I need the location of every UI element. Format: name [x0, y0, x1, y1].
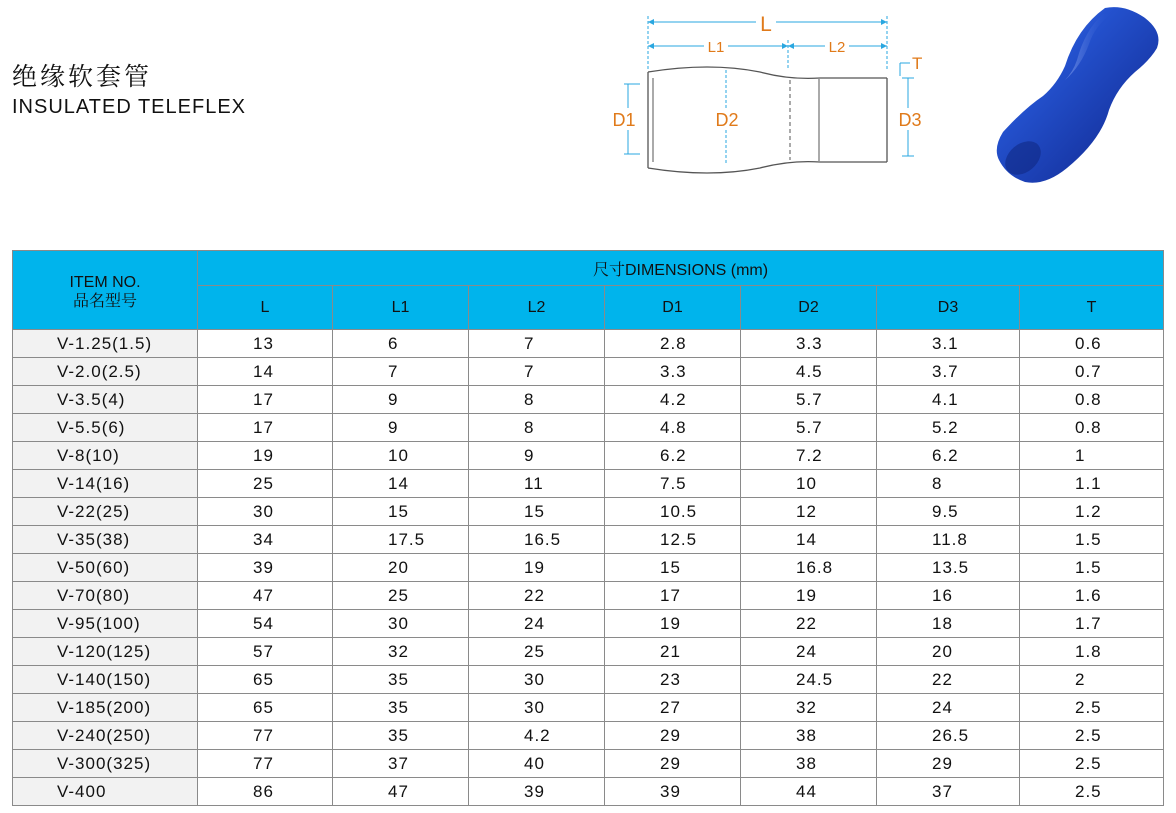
value-cell-l1: 9	[333, 386, 469, 414]
spec-table	[12, 250, 1164, 806]
value-cell-l1: 35	[333, 666, 469, 694]
value-cell-l: 65	[198, 694, 333, 722]
dimension-T	[900, 54, 922, 76]
table-row	[13, 526, 1164, 554]
table-row	[13, 470, 1164, 498]
model-cell: V-300(325)	[13, 750, 198, 778]
table-row	[13, 666, 1164, 694]
value-cell-l: 19	[198, 442, 333, 470]
value-cell-d2: 5.7	[741, 414, 877, 442]
value-cell-t: 2.5	[1020, 750, 1164, 778]
value-cell-t: 1.7	[1020, 610, 1164, 638]
model-cell: V-120(125)	[13, 638, 198, 666]
table-row	[13, 778, 1164, 806]
value-cell-d1: 23	[605, 666, 741, 694]
value-cell-d2: 14	[741, 526, 877, 554]
value-cell-t: 1.6	[1020, 582, 1164, 610]
column-header-t: T	[1020, 286, 1164, 330]
value-cell-d2: 4.5	[741, 358, 877, 386]
model-cell: V-95(100)	[13, 610, 198, 638]
label-L: L	[760, 13, 772, 36]
value-cell-l1: 47	[333, 778, 469, 806]
table-row	[13, 694, 1164, 722]
value-cell-l2: 7	[469, 358, 605, 386]
value-cell-d2: 19	[741, 582, 877, 610]
value-cell-d1: 7.5	[605, 470, 741, 498]
value-cell-l1: 32	[333, 638, 469, 666]
value-cell-d3: 3.7	[877, 358, 1020, 386]
value-cell-l1: 9	[333, 414, 469, 442]
value-cell-l2: 30	[469, 694, 605, 722]
value-cell-d3: 4.1	[877, 386, 1020, 414]
value-cell-d1: 10.5	[605, 498, 741, 526]
value-cell-l1: 25	[333, 582, 469, 610]
value-cell-d3: 29	[877, 750, 1020, 778]
value-cell-l1: 6	[333, 330, 469, 358]
value-cell-d2: 24.5	[741, 666, 877, 694]
value-cell-d1: 19	[605, 610, 741, 638]
model-cell: V-14(16)	[13, 470, 198, 498]
value-cell-l: 13	[198, 330, 333, 358]
value-cell-l: 65	[198, 666, 333, 694]
value-cell-l2: 30	[469, 666, 605, 694]
value-cell-l2: 19	[469, 554, 605, 582]
value-cell-d2: 24	[741, 638, 877, 666]
value-cell-l2: 8	[469, 386, 605, 414]
dimension-diagram	[600, 0, 940, 200]
page-title-cn: 绝缘软套管	[12, 63, 153, 91]
value-cell-d2: 10	[741, 470, 877, 498]
model-cell: V-3.5(4)	[13, 386, 198, 414]
value-cell-l: 17	[198, 386, 333, 414]
value-cell-l2: 16.5	[469, 526, 605, 554]
model-cell: V-140(150)	[13, 666, 198, 694]
value-cell-d2: 7.2	[741, 442, 877, 470]
dimension-D3	[894, 78, 928, 156]
table-row	[13, 330, 1164, 358]
value-cell-l: 86	[198, 778, 333, 806]
value-cell-d2: 12	[741, 498, 877, 526]
value-cell-d3: 13.5	[877, 554, 1020, 582]
column-header-l1: L1	[333, 286, 469, 330]
value-cell-l: 17	[198, 414, 333, 442]
value-cell-d1: 4.8	[605, 414, 741, 442]
label-L2: L2	[828, 39, 846, 56]
model-cell: V-5.5(6)	[13, 414, 198, 442]
value-cell-d1: 29	[605, 722, 741, 750]
value-cell-d1: 17	[605, 582, 741, 610]
table-row	[13, 442, 1164, 470]
value-cell-d3: 6.2	[877, 442, 1020, 470]
value-cell-l1: 14	[333, 470, 469, 498]
value-cell-t: 2	[1020, 666, 1164, 694]
value-cell-l2: 7	[469, 330, 605, 358]
value-cell-l1: 15	[333, 498, 469, 526]
value-cell-l2: 39	[469, 778, 605, 806]
value-cell-t: 2.5	[1020, 722, 1164, 750]
value-cell-l: 30	[198, 498, 333, 526]
value-cell-t: 1.5	[1020, 554, 1164, 582]
value-cell-d1: 4.2	[605, 386, 741, 414]
value-cell-d3: 22	[877, 666, 1020, 694]
value-cell-l: 77	[198, 722, 333, 750]
value-cell-t: 0.8	[1020, 386, 1164, 414]
value-cell-l1: 20	[333, 554, 469, 582]
value-cell-l1: 35	[333, 722, 469, 750]
value-cell-d3: 20	[877, 638, 1020, 666]
value-cell-d1: 12.5	[605, 526, 741, 554]
value-cell-d2: 32	[741, 694, 877, 722]
dimension-L	[648, 10, 887, 70]
value-cell-l1: 37	[333, 750, 469, 778]
value-cell-d1: 2.8	[605, 330, 741, 358]
model-cell: V-50(60)	[13, 554, 198, 582]
page-title-en: INSULATED TELEFLEX	[12, 96, 246, 118]
value-cell-l2: 15	[469, 498, 605, 526]
label-D3: D3	[898, 110, 922, 130]
value-cell-l2: 8	[469, 414, 605, 442]
table-row	[13, 610, 1164, 638]
value-cell-d3: 11.8	[877, 526, 1020, 554]
column-header-l2: L2	[469, 286, 605, 330]
table-row	[13, 358, 1164, 386]
value-cell-d3: 3.1	[877, 330, 1020, 358]
value-cell-d2: 5.7	[741, 386, 877, 414]
sleeve-outline	[648, 67, 887, 173]
column-header-d3: D3	[877, 286, 1020, 330]
value-cell-d1: 39	[605, 778, 741, 806]
value-cell-d1: 27	[605, 694, 741, 722]
model-cell: V-2.0(2.5)	[13, 358, 198, 386]
dimensions-header: 尺寸DIMENSIONS (mm)	[198, 251, 1164, 286]
value-cell-l: 47	[198, 582, 333, 610]
item-no-header-en: ITEM NO.	[69, 274, 141, 291]
value-cell-d3: 16	[877, 582, 1020, 610]
value-cell-d3: 26.5	[877, 722, 1020, 750]
value-cell-d3: 37	[877, 778, 1020, 806]
model-cell: V-185(200)	[13, 694, 198, 722]
column-header-d2: D2	[741, 286, 877, 330]
value-cell-l: 77	[198, 750, 333, 778]
table-row	[13, 750, 1164, 778]
model-cell: V-240(250)	[13, 722, 198, 750]
table-row	[13, 414, 1164, 442]
model-cell: V-70(80)	[13, 582, 198, 610]
value-cell-t: 0.8	[1020, 414, 1164, 442]
title-block	[12, 62, 246, 120]
value-cell-l2: 9	[469, 442, 605, 470]
dimension-L1-L2	[648, 37, 887, 70]
value-cell-d2: 22	[741, 610, 877, 638]
value-cell-d3: 24	[877, 694, 1020, 722]
value-cell-t: 0.7	[1020, 358, 1164, 386]
value-cell-d1: 15	[605, 554, 741, 582]
value-cell-l2: 22	[469, 582, 605, 610]
value-cell-t: 0.6	[1020, 330, 1164, 358]
value-cell-t: 2.5	[1020, 778, 1164, 806]
value-cell-l: 54	[198, 610, 333, 638]
value-cell-t: 1.2	[1020, 498, 1164, 526]
table-row	[13, 498, 1164, 526]
model-cell: V-400	[13, 778, 198, 806]
label-D2: D2	[715, 110, 739, 130]
label-T: T	[912, 54, 923, 73]
model-cell: V-35(38)	[13, 526, 198, 554]
value-cell-l: 57	[198, 638, 333, 666]
label-L1: L1	[707, 39, 725, 56]
value-cell-d1: 21	[605, 638, 741, 666]
table-row	[13, 638, 1164, 666]
item-no-header	[13, 251, 198, 330]
model-cell: V-8(10)	[13, 442, 198, 470]
value-cell-d2: 38	[741, 722, 877, 750]
value-cell-l: 25	[198, 470, 333, 498]
value-cell-l2: 40	[469, 750, 605, 778]
value-cell-l2: 4.2	[469, 722, 605, 750]
table-row	[13, 722, 1164, 750]
table-row	[13, 582, 1164, 610]
value-cell-d1: 6.2	[605, 442, 741, 470]
model-cell: V-22(25)	[13, 498, 198, 526]
table-row	[13, 386, 1164, 414]
column-header-l: L	[198, 286, 333, 330]
value-cell-d3: 9.5	[877, 498, 1020, 526]
model-cell: V-1.25(1.5)	[13, 330, 198, 358]
value-cell-l1: 7	[333, 358, 469, 386]
value-cell-d1: 29	[605, 750, 741, 778]
item-no-header-cn: 品名型号	[72, 293, 137, 310]
column-header-d1: D1	[605, 286, 741, 330]
value-cell-d3: 8	[877, 470, 1020, 498]
value-cell-l1: 17.5	[333, 526, 469, 554]
value-cell-l1: 30	[333, 610, 469, 638]
value-cell-d2: 3.3	[741, 330, 877, 358]
value-cell-d2: 38	[741, 750, 877, 778]
value-cell-l: 14	[198, 358, 333, 386]
value-cell-d2: 44	[741, 778, 877, 806]
value-cell-d3: 18	[877, 610, 1020, 638]
dimension-D2	[710, 70, 744, 164]
value-cell-l2: 24	[469, 610, 605, 638]
dimension-D1	[610, 84, 640, 154]
value-cell-l: 39	[198, 554, 333, 582]
table-row	[13, 554, 1164, 582]
value-cell-d2: 16.8	[741, 554, 877, 582]
blue-sleeve-photo	[985, 0, 1175, 200]
value-cell-l2: 11	[469, 470, 605, 498]
value-cell-l2: 25	[469, 638, 605, 666]
value-cell-t: 1.5	[1020, 526, 1164, 554]
label-D1: D1	[612, 110, 636, 130]
value-cell-t: 1.8	[1020, 638, 1164, 666]
value-cell-t: 1.1	[1020, 470, 1164, 498]
value-cell-t: 2.5	[1020, 694, 1164, 722]
value-cell-l: 34	[198, 526, 333, 554]
value-cell-d1: 3.3	[605, 358, 741, 386]
value-cell-l1: 10	[333, 442, 469, 470]
value-cell-l1: 35	[333, 694, 469, 722]
value-cell-t: 1	[1020, 442, 1164, 470]
value-cell-d3: 5.2	[877, 414, 1020, 442]
